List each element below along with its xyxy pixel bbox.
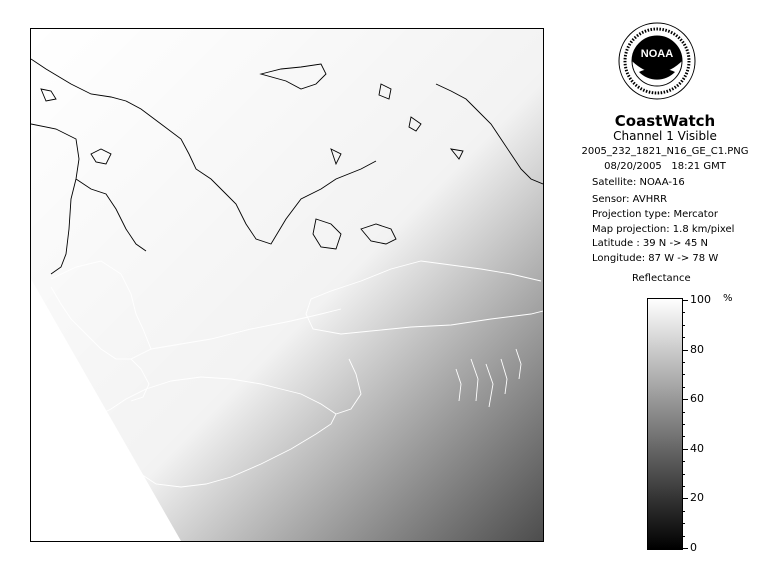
latitude-info: Latitude : 39 N -> 45 N xyxy=(592,238,708,249)
colorbar-tick-label: 40 xyxy=(690,442,704,455)
satellite-image xyxy=(31,29,543,541)
map-projection-info: Map projection: 1.8 km/pixel xyxy=(592,224,735,235)
colorbar-title: Reflectance xyxy=(632,273,691,284)
colorbar-tick-label: 80 xyxy=(690,343,704,356)
colorbar-major-tick xyxy=(682,399,688,400)
colorbar-minor-tick xyxy=(682,325,685,326)
colorbar-tick-label: 100 xyxy=(690,293,711,306)
colorbar-unit: % xyxy=(723,293,733,304)
colorbar-major-tick xyxy=(682,548,688,549)
satellite-info: Satellite: NOAA-16 xyxy=(592,177,685,188)
colorbar xyxy=(647,298,683,550)
noaa-seal-icon xyxy=(618,22,696,100)
colorbar-minor-tick xyxy=(682,412,685,413)
svg-text:NOAA: NOAA xyxy=(640,48,674,60)
file-name: 2005_232_1821_N16_GE_C1.PNG xyxy=(581,146,749,157)
colorbar-minor-tick xyxy=(682,461,685,462)
satellite-map xyxy=(30,28,544,542)
colorbar-major-tick xyxy=(682,449,688,450)
colorbar-minor-tick xyxy=(682,387,685,388)
colorbar-minor-tick xyxy=(682,424,685,425)
colorbar-minor-tick xyxy=(682,474,685,475)
sensor-info: Sensor: AVHRR xyxy=(592,194,668,205)
colorbar-minor-tick xyxy=(682,436,685,437)
colorbar-minor-tick xyxy=(682,312,685,313)
colorbar-tick-label: 0 xyxy=(690,541,697,554)
colorbar-major-tick xyxy=(682,300,688,301)
colorbar-minor-tick xyxy=(682,362,685,363)
colorbar-tick-label: 20 xyxy=(690,491,704,504)
projection-type-info: Projection type: Mercator xyxy=(592,209,718,220)
brand-title: CoastWatch xyxy=(614,112,716,130)
colorbar-minor-tick xyxy=(682,374,685,375)
colorbar-minor-tick xyxy=(682,511,685,512)
product-name: Channel 1 Visible xyxy=(613,129,717,143)
colorbar-major-tick xyxy=(682,350,688,351)
colorbar-minor-tick xyxy=(682,486,685,487)
longitude-info: Longitude: 87 W -> 78 W xyxy=(592,253,719,264)
colorbar-tick-label: 60 xyxy=(690,392,704,405)
colorbar-minor-tick xyxy=(682,536,685,537)
date-value: 08/20/2005 xyxy=(604,161,662,172)
time-value: 18:21 GMT xyxy=(671,161,726,172)
colorbar-major-tick xyxy=(682,498,688,499)
colorbar-minor-tick xyxy=(682,337,685,338)
colorbar-minor-tick xyxy=(682,523,685,524)
date-time xyxy=(560,161,770,173)
